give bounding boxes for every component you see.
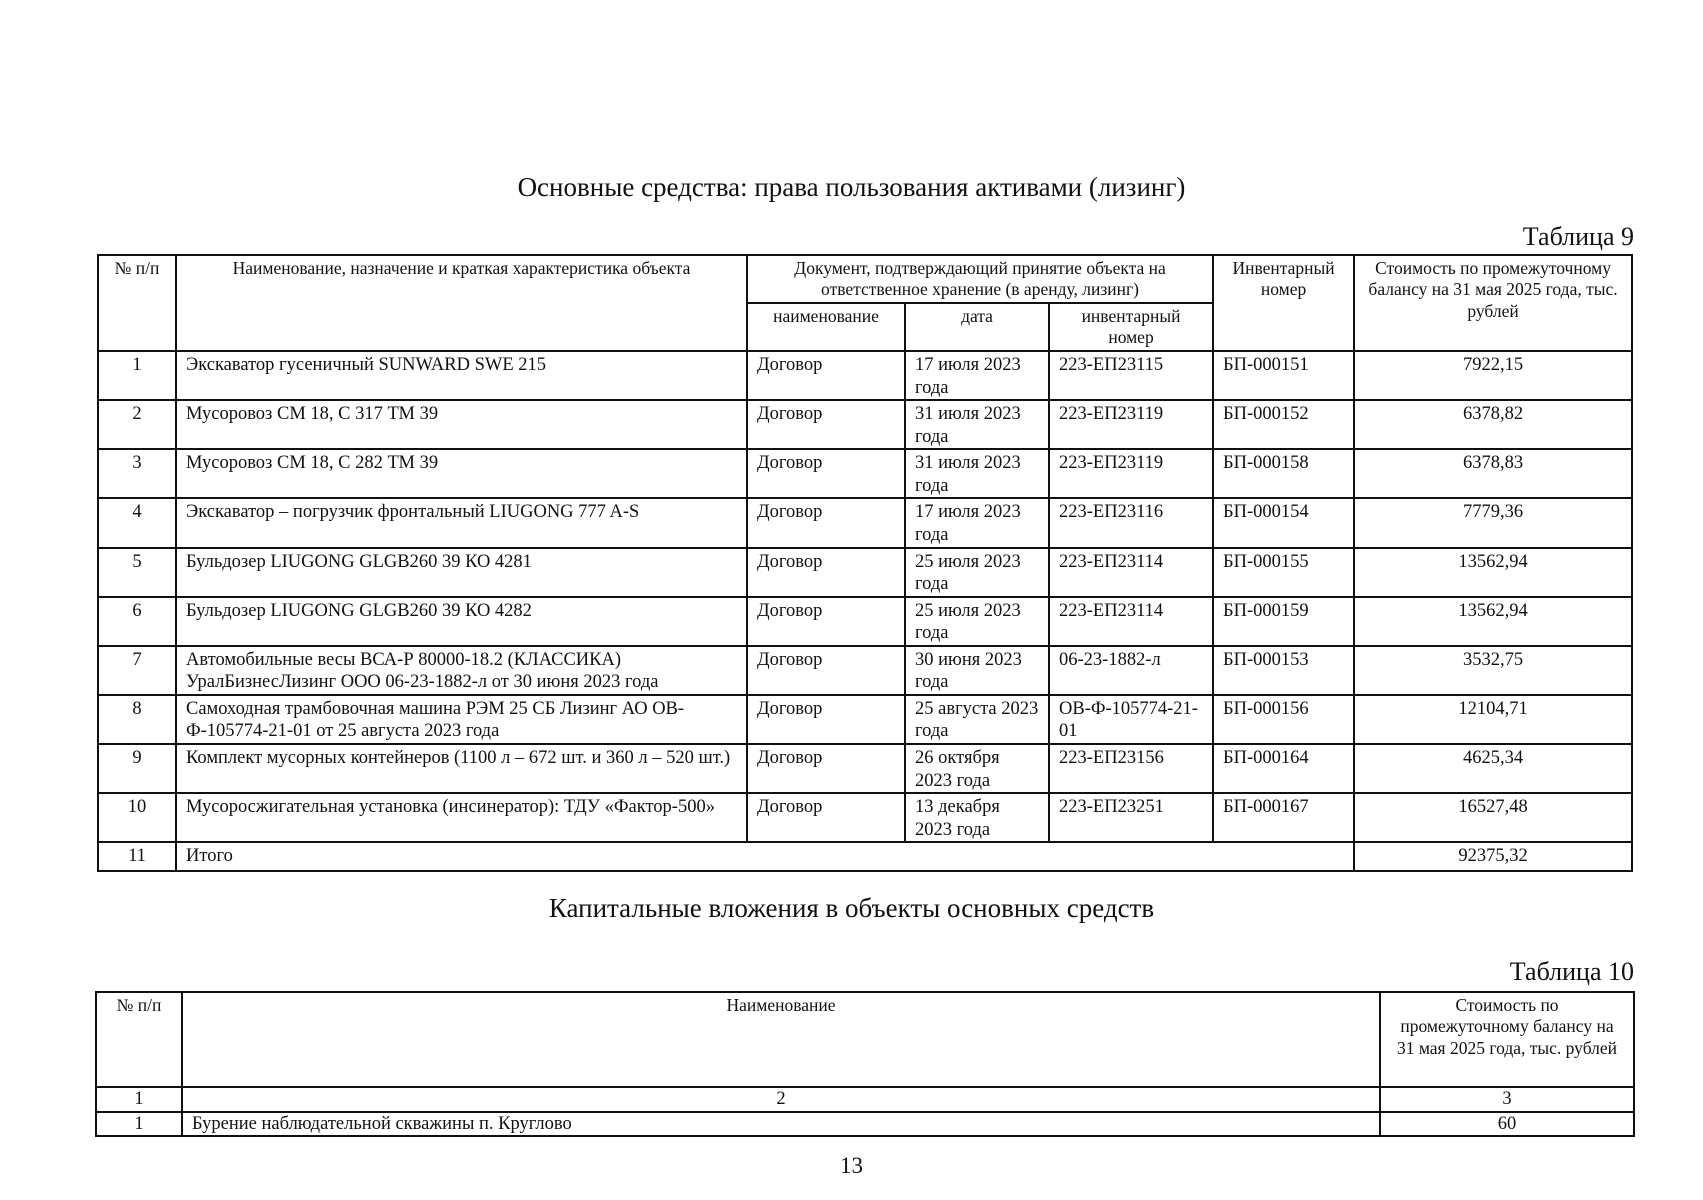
row-name: Мусоровоз СМ 18, С 317 ТМ 39 bbox=[176, 400, 747, 449]
row-num: 2 bbox=[98, 400, 176, 449]
row-doc-inventory: 223-ЕП23119 bbox=[1049, 400, 1213, 449]
row-inventory: БП-000158 bbox=[1213, 449, 1354, 498]
total-row bbox=[98, 842, 1632, 871]
row-cost: 6378,82 bbox=[1354, 400, 1632, 449]
row-doc-inventory: 223-ЕП23115 bbox=[1049, 351, 1213, 400]
row-doc: Договор bbox=[747, 597, 905, 646]
row-date: 13 декабря 2023 года bbox=[905, 793, 1049, 842]
row-num: 7 bbox=[98, 646, 176, 695]
row-doc-inventory: 223-ЕП23114 bbox=[1049, 597, 1213, 646]
header-num: № п/п bbox=[96, 992, 182, 1087]
row-cost: 3532,75 bbox=[1354, 646, 1632, 695]
row-doc: Договор bbox=[747, 498, 905, 547]
row-num: 1 bbox=[98, 351, 176, 400]
row-date: 25 августа 2023 года bbox=[905, 695, 1049, 744]
section-title-leasing: Основные средства: права пользования активами (лизинг) bbox=[517, 172, 1186, 202]
col-number-2: 2 bbox=[182, 1087, 1380, 1112]
table-row bbox=[98, 400, 1632, 449]
table-row bbox=[98, 548, 1632, 597]
table-label-9: Таблица 9 bbox=[1522, 222, 1634, 251]
row-cost: 60 bbox=[1380, 1112, 1634, 1137]
row-num: 10 bbox=[98, 793, 176, 842]
table-label-10: Таблица 10 bbox=[1509, 957, 1634, 986]
row-num: 5 bbox=[98, 548, 176, 597]
total-cost: 92375,32 bbox=[1354, 842, 1632, 871]
table-row bbox=[98, 498, 1632, 547]
row-doc-inventory: 223-ЕП23116 bbox=[1049, 498, 1213, 547]
header-doc-inventory: инвентарный номер bbox=[1049, 303, 1213, 351]
row-doc: Договор bbox=[747, 351, 905, 400]
row-doc-inventory: ОВ-Ф-105774-21-01 bbox=[1049, 695, 1213, 744]
row-name: Экскаватор – погрузчик фронтальный LIUGONG 777 A-S bbox=[176, 498, 747, 547]
row-doc: Договор bbox=[747, 400, 905, 449]
row-cost: 7922,15 bbox=[1354, 351, 1632, 400]
row-doc: Договор bbox=[747, 744, 905, 793]
row-name: Бульдозер LIUGONG GLGB260 39 КО 4282 bbox=[176, 597, 747, 646]
header-inventory-number: Инвентарный номер bbox=[1213, 255, 1354, 351]
row-doc: Договор bbox=[747, 695, 905, 744]
row-doc-inventory: 223-ЕП23114 bbox=[1049, 548, 1213, 597]
total-label: Итого bbox=[176, 842, 1354, 871]
header-doc-date: дата bbox=[905, 303, 1049, 351]
row-date: 30 июня 2023 года bbox=[905, 646, 1049, 695]
col-number-3: 3 bbox=[1380, 1087, 1634, 1112]
row-cost: 13562,94 bbox=[1354, 548, 1632, 597]
capital-investments-table bbox=[95, 991, 1635, 1137]
row-num: 6 bbox=[98, 597, 176, 646]
row-num: 9 bbox=[98, 744, 176, 793]
table-row bbox=[98, 695, 1632, 744]
row-inventory: БП-000156 bbox=[1213, 695, 1354, 744]
row-name: Автомобильные весы ВСА-Р 80000-18.2 (КЛАССИКА) УралБизнесЛизинг ООО 06-23-1882-л от 30 июня 2023 года bbox=[176, 646, 747, 695]
section-title-capital-investments: Капитальные вложения в объекты основных средств bbox=[548, 893, 1155, 923]
row-inventory: БП-000151 bbox=[1213, 351, 1354, 400]
header-name: Наименование bbox=[182, 992, 1380, 1087]
col-number-1: 1 bbox=[96, 1087, 182, 1112]
row-num: 4 bbox=[98, 498, 176, 547]
table-row bbox=[96, 1112, 1634, 1137]
page-number: 13 bbox=[840, 1153, 863, 1178]
row-doc: Договор bbox=[747, 646, 905, 695]
row-name: Мусоросжигательная установка (инсинератор): ТДУ «Фактор-500» bbox=[176, 793, 747, 842]
row-inventory: БП-000167 bbox=[1213, 793, 1354, 842]
row-name: Бульдозер LIUGONG GLGB260 39 КО 4281 bbox=[176, 548, 747, 597]
row-cost: 7779,36 bbox=[1354, 498, 1632, 547]
row-cost: 16527,48 bbox=[1354, 793, 1632, 842]
table-row bbox=[98, 646, 1632, 695]
row-doc-inventory: 223-ЕП23119 bbox=[1049, 449, 1213, 498]
row-date: 25 июля 2023 года bbox=[905, 597, 1049, 646]
row-inventory: БП-000159 bbox=[1213, 597, 1354, 646]
total-num: 11 bbox=[98, 842, 176, 871]
row-date: 17 июля 2023 года bbox=[905, 351, 1049, 400]
row-doc: Договор bbox=[747, 548, 905, 597]
table-row bbox=[98, 744, 1632, 793]
header-cost: Стоимость по промежуточному балансу на 31 мая 2025 года, тыс. рублей bbox=[1380, 992, 1634, 1087]
row-num: 8 bbox=[98, 695, 176, 744]
row-cost: 12104,71 bbox=[1354, 695, 1632, 744]
header-name: Наименование, назначение и краткая характеристика объекта bbox=[176, 255, 747, 351]
row-date: 26 октября 2023 года bbox=[905, 744, 1049, 793]
row-num: 3 bbox=[98, 449, 176, 498]
row-name: Комплект мусорных контейнеров (1100 л – 672 шт. и 360 л – 520 шт.) bbox=[176, 744, 747, 793]
row-date: 17 июля 2023 года bbox=[905, 498, 1049, 547]
header-doc-name: наименование bbox=[747, 303, 905, 351]
row-cost: 4625,34 bbox=[1354, 744, 1632, 793]
table-row bbox=[98, 793, 1632, 842]
row-inventory: БП-000154 bbox=[1213, 498, 1354, 547]
row-inventory: БП-000152 bbox=[1213, 400, 1354, 449]
row-name: Бурение наблюдательной скважины п. Круглово bbox=[182, 1112, 1380, 1137]
column-number-row bbox=[96, 1087, 1634, 1112]
table-row bbox=[98, 597, 1632, 646]
table-row bbox=[98, 351, 1632, 400]
row-doc-inventory: 223-ЕП23156 bbox=[1049, 744, 1213, 793]
header-cost: Стоимость по промежуточному балансу на 31 мая 2025 года, тыс. рублей bbox=[1354, 255, 1632, 351]
row-name: Мусоровоз СМ 18, С 282 ТМ 39 bbox=[176, 449, 747, 498]
row-name: Самоходная трамбовочная машина РЭМ 25 СБ Лизинг АО ОВ-Ф-105774-21-01 от 25 августа 2023 года bbox=[176, 695, 747, 744]
row-doc-inventory: 06-23-1882-л bbox=[1049, 646, 1213, 695]
row-name: Экскаватор гусеничный SUNWARD SWE 215 bbox=[176, 351, 747, 400]
row-doc: Договор bbox=[747, 449, 905, 498]
header-num: № п/п bbox=[98, 255, 176, 351]
row-date: 31 июля 2023 года bbox=[905, 449, 1049, 498]
row-cost: 6378,83 bbox=[1354, 449, 1632, 498]
header-doc-group: Документ, подтверждающий принятие объекта на ответственное хранение (в аренду, лизинг) bbox=[747, 255, 1213, 303]
row-date: 25 июля 2023 года bbox=[905, 548, 1049, 597]
leasing-assets-table bbox=[97, 254, 1633, 872]
row-num: 1 bbox=[96, 1112, 182, 1137]
row-inventory: БП-000153 bbox=[1213, 646, 1354, 695]
row-inventory: БП-000155 bbox=[1213, 548, 1354, 597]
row-inventory: БП-000164 bbox=[1213, 744, 1354, 793]
row-doc: Договор bbox=[747, 793, 905, 842]
row-cost: 13562,94 bbox=[1354, 597, 1632, 646]
table-row bbox=[98, 449, 1632, 498]
row-doc-inventory: 223-ЕП23251 bbox=[1049, 793, 1213, 842]
row-date: 31 июля 2023 года bbox=[905, 400, 1049, 449]
